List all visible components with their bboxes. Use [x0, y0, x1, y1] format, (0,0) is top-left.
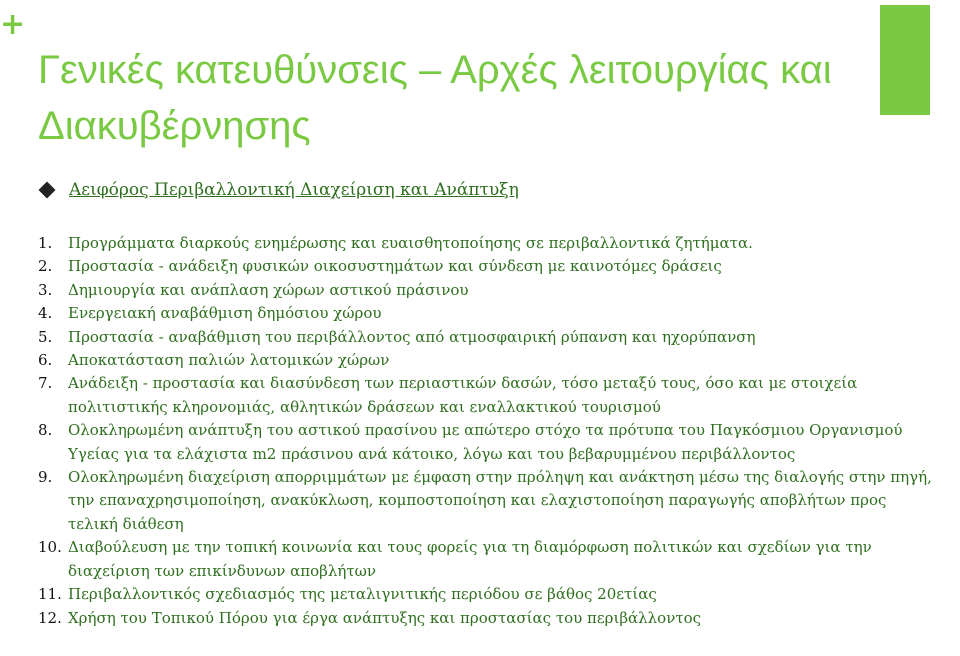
plus-icon: +: [0, 7, 26, 42]
list-item: [38, 607, 938, 630]
list-item-text: Προγράμματα διαρκούς ενημέρωσης και ευαισθητοποίησης σε περιβαλλοντικά ζητήματα.: [68, 234, 753, 252]
list-item-text: Χρήση του Τοπικού Πόρου για έργα ανάπτυξης και προστασίας του περιβάλλοντος: [68, 608, 702, 627]
list-item: [38, 302, 938, 325]
list-item: [38, 583, 938, 606]
list-item-number: 7.: [38, 374, 53, 393]
list-item: [38, 372, 938, 419]
list-item: [38, 536, 938, 583]
numbered-list: [38, 232, 938, 630]
list-item-text: Διαβούλευση με την τοπική κοινωνία και τους φορείς για τη διαμόρφωση πολιτικών και σχεδίων για την διαχείριση των επικίνδυνων αποβλήτων: [68, 538, 872, 580]
list-item: [38, 232, 938, 255]
list-item-number: 4.: [38, 304, 53, 323]
list-item: [38, 279, 938, 302]
list-item: [38, 326, 938, 349]
subtitle-row: [38, 180, 519, 200]
list-item-number: 11.: [38, 585, 62, 604]
slide-title: Γενικές κατευθύνσεις – Αρχές λειτουργίας και Διακυβέρνησης: [38, 48, 832, 148]
list-item-number: 3.: [38, 280, 53, 299]
list-item-text: Δημιουργία και ανάπλαση χώρων αστικού πράσινου: [68, 280, 469, 299]
list-item-text: Ανάδειξη - προστασία και διασύνδεση των περιαστικών δασών, τόσο μεταξύ τους, όσο και με στοιχεία πολιτιστικής κληρονομιάς, αθλητικών δράσεων και εναλλακτικού τουρισμού: [68, 374, 858, 416]
list-item: [38, 466, 938, 536]
list-item-text: Περιβαλλοντικός σχεδιασμός της μεταλιγνιτικής περιόδου σε βάθος 20ετίας: [68, 585, 657, 604]
accent-bar: [880, 5, 930, 115]
subtitle[interactable]: Αειφόρος Περιβαλλοντική Διαχείριση και Ανάπτυξη: [69, 180, 519, 200]
list-item: [38, 349, 938, 372]
list-item-number: 8.: [38, 421, 53, 440]
list-item-number: 12.: [38, 608, 62, 627]
list-item-text: Ολοκληρωμένη διαχείριση απορριμμάτων με έμφαση στην πρόληψη και ανάκτηση μέσω της διαλογής στην πηγή, την επαναχρησιμοποίηση, ανακύκλωση, κομποστοποίηση και ελαχιστοποίηση παραγωγής αποβλήτων προς τελική διάθεση: [68, 468, 932, 533]
list-item-number: 9.: [38, 468, 53, 487]
list-item-text: Ενεργειακή αναβάθμιση δημόσιου χώρου: [68, 304, 382, 323]
list-item: [38, 255, 938, 278]
list-item-number: 10.: [38, 538, 62, 557]
list-item-number: 5.: [38, 327, 53, 346]
list-item-number: 6.: [38, 351, 53, 370]
list-item-text: Ολοκληρωμένη ανάπτυξη του αστικού πρασίνου με απώτερο στόχο τα πρότυπα του Παγκόσμιου Οργανισμού Υγείας για τα ελάχιστα m2 πράσινου ανά κάτοικο, λόγω και του βεβαρυμμένου περιβάλλοντος: [68, 421, 903, 463]
list-item-text: Αποκατάσταση παλιών λατομικών χώρων: [68, 351, 390, 370]
list-item: [38, 419, 938, 466]
list-item-number: 2.: [38, 257, 53, 276]
list-item-text: Προστασία - ανάδειξη φυσικών οικοσυστημάτων και σύνδεση με καινοτόμες δράσεις: [68, 257, 722, 276]
diamond-bullet-icon: [39, 182, 56, 199]
list-item-number: 1.: [38, 234, 53, 252]
list-item-text: Προστασία - αναβάθμιση του περιβάλλοντος από ατμοσφαιρική ρύπανση και ηχορύπανση: [68, 327, 756, 346]
